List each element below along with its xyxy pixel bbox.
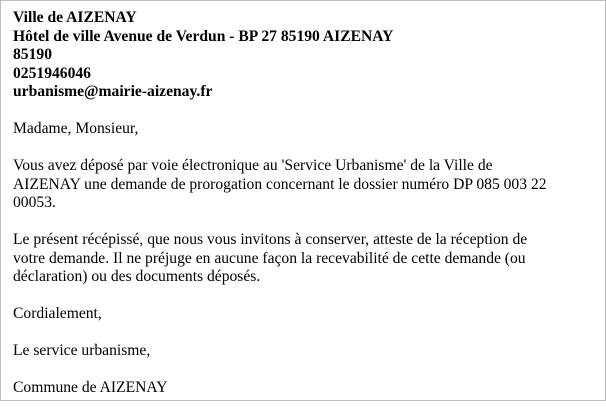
sender-address: Hôtel de ville Avenue de Verdun - BP 27 85190 AIZENAY xyxy=(13,27,394,45)
signature-commune: Commune de AIZENAY xyxy=(13,379,168,396)
paragraph-receipt-statement: Le présent récépissé, que nous vous invitons à conserver, atteste de la réception de votre demande. Il ne préjuge en aucune façon la recevabilité de cette demande (ou déclaration) ou des documents déposés. xyxy=(13,231,528,285)
paragraph-submission-notice: Vous avez déposé par voie électronique au 'Service Urbanisme' de la Ville de AIZENAY une demande de prorogation concernant le dossier numéro DP 085 003 22 00053. xyxy=(13,157,547,211)
sender-org-name: Ville de AIZENAY xyxy=(13,9,137,26)
sender-email: urbanisme@mairie-aizenay.fr xyxy=(13,83,213,100)
sender-header xyxy=(13,9,553,102)
salutation: Madame, Monsieur, xyxy=(13,120,139,137)
signature-service: Le service urbanisme, xyxy=(13,342,151,359)
closing: Cordialement, xyxy=(13,305,102,322)
sender-phone: 0251946046 xyxy=(13,64,91,82)
sender-postal-code: 85190 xyxy=(13,46,52,63)
message-content xyxy=(13,9,553,416)
